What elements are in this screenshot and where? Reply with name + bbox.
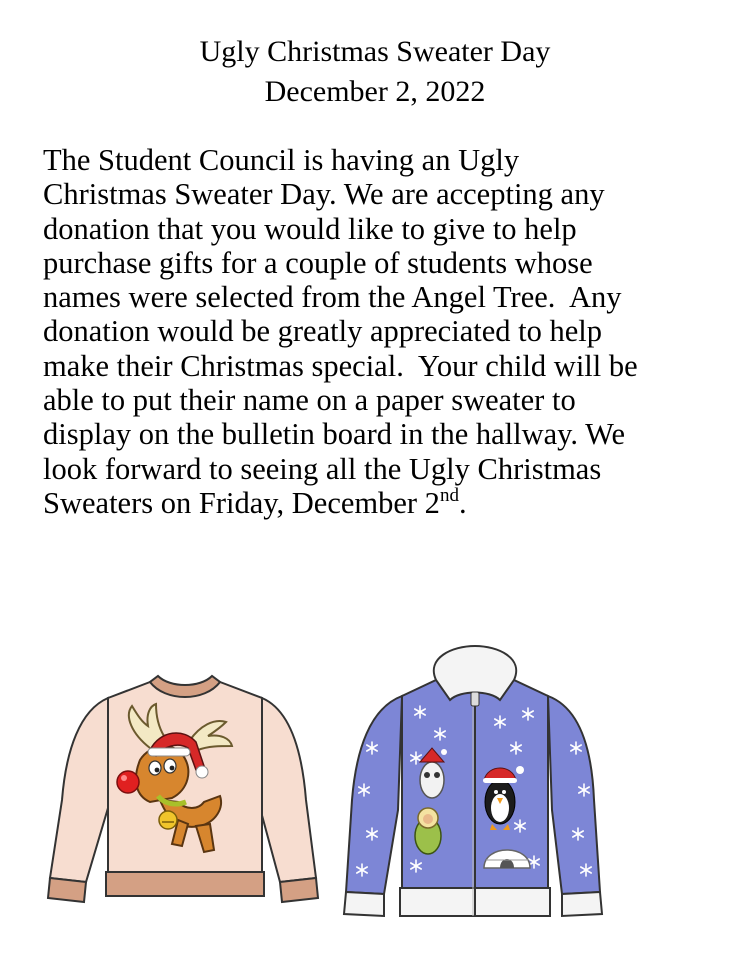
body-line: Christmas Sweater Day. We are accepting any <box>43 177 605 212</box>
ordinal-suffix: nd <box>439 484 459 506</box>
body-line: donation would be greatly appreciated to help <box>43 314 602 349</box>
body-line: display on the bulletin board in the hallway. We <box>43 417 626 452</box>
body-last-line <box>43 486 733 520</box>
body-line: look forward to seeing all the Ugly Christmas <box>43 451 602 486</box>
reindeer-sweater-icon <box>48 676 318 902</box>
body-last-line-end: . <box>458 485 467 520</box>
body-line: names were selected from the Angel Tree. Any <box>43 280 622 315</box>
penguin-zip-sweater-icon <box>344 646 602 916</box>
page-title: Ugly Christmas Sweater Day <box>199 35 551 68</box>
sweater-illustrations <box>0 630 750 969</box>
body-line: donation that you would like to give to help <box>43 211 577 246</box>
body-line: make their Christmas special. Your child will be <box>43 348 638 383</box>
body-last-line-text: Sweaters on Friday, December 2 <box>43 485 440 520</box>
body-line: purchase gifts for a couple of students whose <box>43 245 593 280</box>
announcement-body <box>43 143 733 520</box>
body-line: The Student Council is having an Ugly <box>43 143 520 177</box>
body-line: able to put their name on a paper sweater to <box>43 383 576 418</box>
page-header <box>0 32 750 112</box>
event-date: December 2, 2022 <box>264 75 486 108</box>
